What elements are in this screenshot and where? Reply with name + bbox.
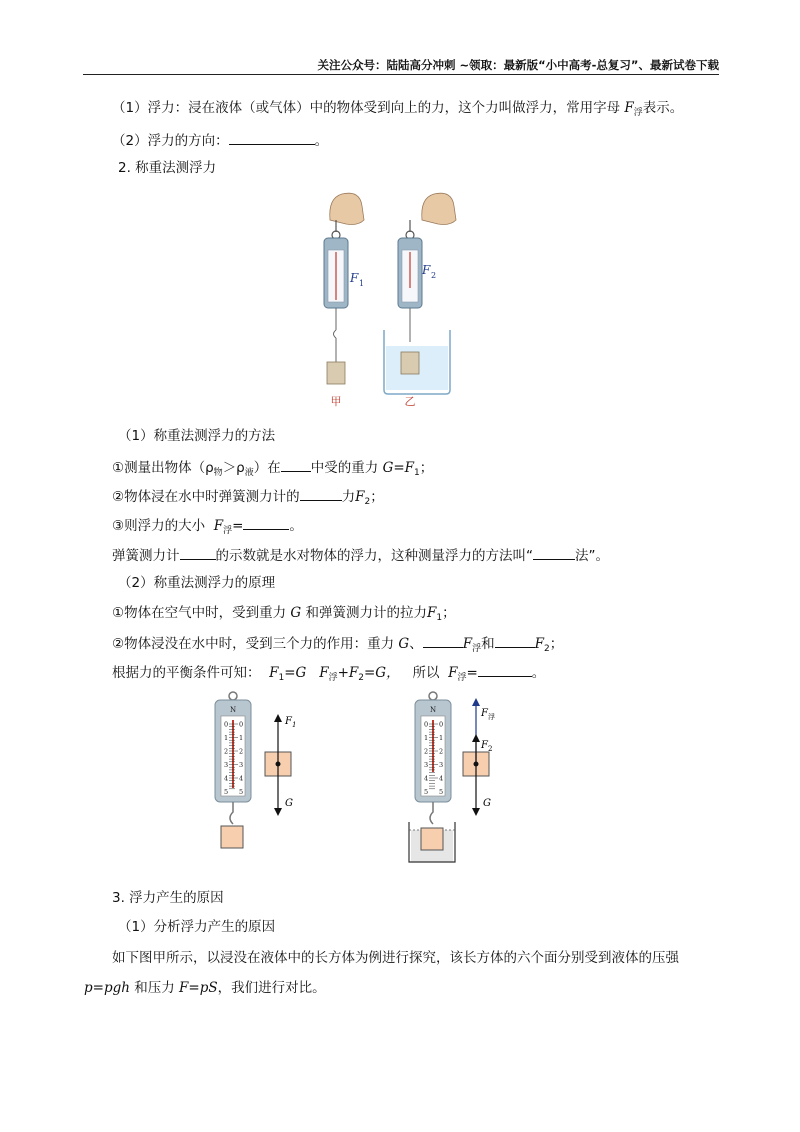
scale-tick-label: 4 (239, 774, 244, 783)
answer-blank[interactable] (229, 130, 315, 145)
scale-tick-label: 1 (439, 734, 444, 742)
section-3-paragraph-line-2: p=pgh 和压力 F=pS，我们进行对比。 (84, 980, 326, 996)
section-3-paragraph-line-1: 如下图甲所示，以浸没在液体中的长方体为例进行探究，该长方体的六个面分别受到液体的压强 (112, 950, 679, 966)
label-f2-force: F (481, 740, 488, 751)
scale-tick-label: 0 (424, 720, 429, 729)
scale-tick-label: 4 (424, 774, 429, 783)
svg-text:1: 1 (292, 721, 297, 729)
caption-jia: 甲 (330, 395, 342, 408)
method-step-1: ①测量出物体$(\rho_物>\rho_液)$在 中受的重力 $G=F_1$； (112, 457, 433, 483)
answer-blank[interactable] (495, 633, 535, 648)
answer-blank[interactable] (533, 545, 575, 560)
buoyancy-definition: （1）浮力：浸在液体（或气体）中的物体受到向上的力，这个力叫做浮力，常用字母 $F_浮$表示。 (112, 100, 684, 118)
spring-scale-gauge-right (415, 692, 451, 824)
label-f-buoyancy: F (481, 708, 488, 719)
header-rule (83, 74, 719, 75)
answer-blank[interactable] (180, 545, 216, 560)
svg-text:N: N (429, 706, 437, 714)
answer-blank[interactable] (281, 457, 311, 472)
scale-tick-label: 3 (239, 761, 244, 769)
scale-tick-label: 1 (224, 734, 229, 742)
beaker (384, 330, 450, 394)
scale-tick-label: 5 (224, 788, 229, 796)
scale-tick-label: 3 (439, 761, 444, 769)
method-step-3: ③则浮力的大小 $F_浮=$ 。 (112, 515, 303, 541)
balance-condition: 根据力的平衡条件可知： $F_1=G$ $F_浮+F_2=G$， 所以 $F_浮=$ 。 (112, 662, 545, 688)
buoyancy-direction: （2）浮力的方向： 。 (112, 130, 328, 151)
spring-scale-right (398, 220, 422, 342)
answer-blank[interactable] (478, 662, 532, 677)
principle-2: ②物体浸没在水中时，受到三个力的作用：重力 G、 $F_浮$和 $F_2$； (112, 633, 563, 659)
answer-blank[interactable] (423, 633, 463, 648)
scale-tick-label: 0 (224, 720, 229, 729)
label-f1-sub: 1 (359, 279, 365, 288)
section-2-title: 2. 称重法测浮力 (118, 160, 217, 176)
figure-force-diagrams (205, 690, 505, 865)
scale-tick-label: 4 (224, 774, 229, 783)
label-f2: F (422, 263, 431, 277)
label-f1-force: F (285, 716, 292, 727)
scale-tick-label: 0 (439, 720, 444, 729)
label-g-right: G (483, 798, 491, 809)
svg-text:N: N (229, 706, 237, 714)
scale-tick-label: 3 (424, 761, 429, 769)
scale-tick-label: 2 (424, 747, 429, 756)
method-step-2: ②物体浸在水中时弹簧测力计的 力$F_2$； (112, 486, 384, 512)
caption-yi: 乙 (404, 395, 416, 408)
scale-tick-label: 2 (224, 747, 229, 756)
principle-title: （2）称重法测浮力的原理 (118, 575, 276, 591)
label-f2-sub: 2 (431, 271, 437, 280)
scale-tick-label: 1 (424, 734, 429, 742)
scale-tick-label: 4 (439, 774, 444, 783)
method-note: 弹簧测力计 的示数就是水对物体的浮力，这种测量浮力的方法叫“ 法”。 (112, 545, 609, 566)
label-f1: F (350, 271, 359, 285)
answer-blank[interactable] (243, 515, 289, 530)
scale-tick-label: 5 (439, 788, 444, 796)
method-title: （1）称重法测浮力的方法 (118, 428, 276, 444)
figure-spring-scales (310, 190, 480, 410)
scale-tick-label: 3 (224, 761, 229, 769)
scale-tick-label: 5 (424, 788, 429, 796)
svg-text:浮: 浮 (488, 713, 495, 721)
section-3-subtitle: （1）分析浮力产生的原因 (118, 919, 276, 935)
section-3-title: 3. 浮力产生的原因 (112, 890, 224, 906)
scale-tick-label: 5 (239, 788, 244, 796)
svg-text:2: 2 (488, 745, 493, 753)
page-header: 关注公众号：陆陆高分冲刺 ~领取：最新版“小中高考-总复习”、最新试卷下载 (317, 58, 719, 72)
answer-blank[interactable] (300, 486, 342, 501)
water-container (409, 822, 455, 862)
hand-icon (330, 193, 456, 224)
label-g-left: G (285, 798, 293, 809)
scale-tick-label: 2 (239, 747, 244, 756)
spring-scale-left (324, 220, 348, 384)
scale-tick-label: 1 (239, 734, 244, 742)
scale-tick-label: 0 (239, 720, 244, 729)
scale-tick-label: 2 (439, 747, 444, 756)
principle-1: ①物体在空气中时，受到重力 G 和弹簧测力计的拉力$F_1$； (112, 605, 456, 623)
